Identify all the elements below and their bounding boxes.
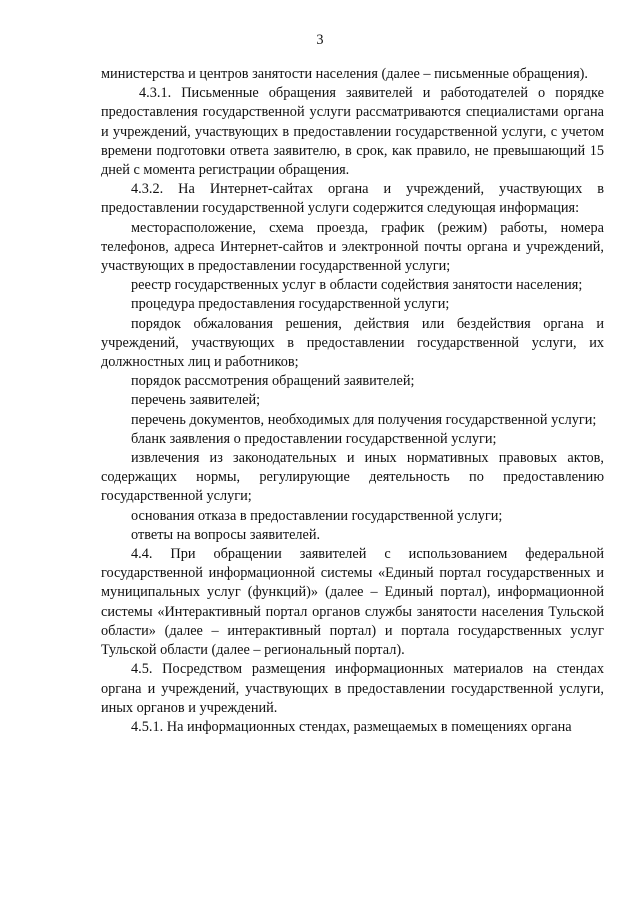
paragraph: перечень заявителей; [131,392,261,409]
paragraph: извлечения из законодательных и иных нормативных правовых актов, содержащих нормы, регулирующие деятельность по предоставлению государственной услуги; [101,450,604,505]
paragraph: месторасположение, схема проезда, график (режим) работы, номера телефонов, адреса Интернет-сайтов и электронной почты органа и учреждений, участвующих в предоставлении государственной услуги; [101,219,604,275]
paragraph: основания отказа в предоставлении государственной услуги; [131,507,503,524]
document-body [101,65,604,737]
paragraph: 4.5. Посредством размещения информационных материалов на стендах органа и учреждений, участвующих в предоставлении государственной услуги, иных органов и учреждений. [101,661,604,716]
paragraph: 4.4. При обращении заявителей с использованием федеральной государственной информационной системы «Единый портал государственных и муниципальных услуг (функций)» (далее – Единый портал), информационной системы «Интерактивный портал органов службы занятости населения Тульской области» (далее – интерактивный портал) и портала государственных услуг Тульской области (далее – региональный портал). [101,546,604,659]
paragraph: реестр государственных услуг в области содействия занятости населения; [131,277,583,294]
paragraph: 4.5.1. На информационных стендах, размещаемых в помещениях органа [131,718,572,735]
paragraph: порядок рассмотрения обращений заявителей; [131,373,415,390]
continued-paragraph: министерства и центров занятости населения (далее – письменные обращения). [101,66,588,82]
paragraph: перечень документов, необходимых для получения государственной услуги; [131,411,597,428]
paragraph: 4.3.2. На Интернет-сайтах органа и учреждений, участвующих в предоставлении государственной услуги содержится следующая информация: [101,181,604,217]
paragraph: бланк заявления о предоставлении государственной услуги; [131,430,497,447]
paragraph: ответы на вопросы заявителей. [131,526,321,543]
paragraph: порядок обжалования решения, действия или бездействия органа и учреждений, участвующих в предоставлении государственной услуги, их должностных лиц и работников; [101,315,604,371]
paragraph: 4.3.1. Письменные обращения заявителей и работодателей о порядке предоставления государственной услуги рассматриваются специалистами органа и учреждений, участвующих в предоставлении государственной услуги, с учетом времени подготовки ответа заявителю, в срок, как правило, не превышающий 15 дней с момента регистрации обращения. [101,85,604,179]
paragraph: процедура предоставления государственной услуги; [131,296,450,313]
page-number: 3 [316,32,324,48]
